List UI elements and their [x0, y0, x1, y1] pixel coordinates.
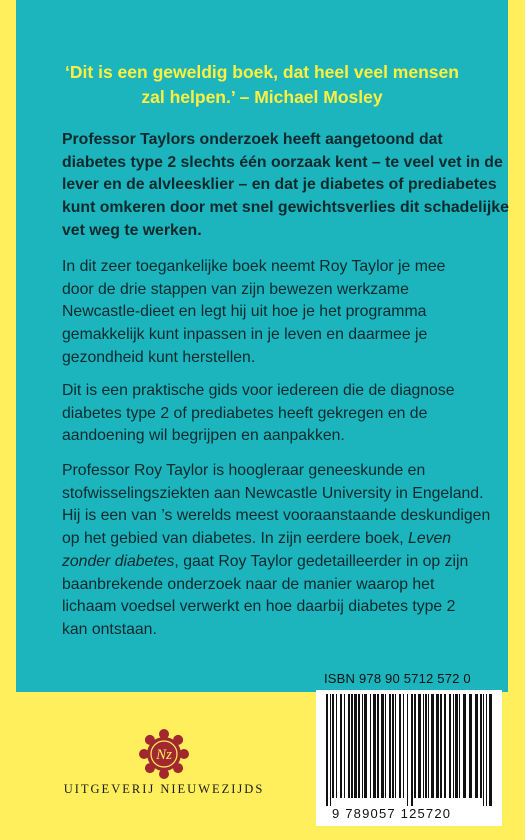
quote-line: ‘Dit is een geweldig boek, dat heel veel mensen: [65, 62, 459, 82]
text-line: lever en de alvleesklier – en dat je diabetes of prediabetes: [62, 176, 497, 194]
barcode: [322, 694, 496, 806]
endorsement-quote: [16, 60, 508, 110]
book-title-italic: Leven: [408, 530, 452, 548]
text-line: gemakkelijk kunt inpassen in je leven en daarmee je: [62, 326, 428, 344]
barcode-number: 9 789057 125720: [332, 806, 452, 821]
text-line: gezondheid kunt herstellen.: [62, 348, 256, 366]
text-line: baanbrekende onderzoek naar de manier waarop het: [62, 575, 435, 593]
intro-paragraph: [62, 129, 509, 243]
text-line: Newcastle-dieet en legt hij uit hoe je het programma: [62, 303, 427, 321]
text-fragment: , gaat Roy Taylor gedetailleerder in op zijn: [174, 552, 469, 570]
author-bio-paragraph: [62, 460, 491, 642]
text-line: stofwisselingsziekten aan Newcastle University in Engeland.: [62, 484, 484, 502]
text-line: Hij is een van ’s werelds meest vooraanstaande deskundigen: [62, 507, 491, 525]
text-line: door de drie stappen van zijn bewezen werkzame: [62, 280, 409, 298]
text-fragment: op het gebied van diabetes. In zijn eerdere boek,: [62, 530, 409, 548]
book-title-italic: zonder diabetes: [62, 552, 175, 570]
text-line: aandoening wil begrijpen en aanpakken.: [62, 427, 345, 445]
text-line: Professor Taylors onderzoek heeft aangetoond dat: [62, 131, 443, 148]
isbn-label: ISBN 978 90 5712 572 0: [324, 671, 471, 686]
text-line: [62, 551, 472, 574]
text-line: kan ontstaan.: [62, 620, 157, 638]
text-line: Dit is een praktische gids voor iedereen die de diagnose: [62, 382, 455, 399]
text-line: Professor Roy Taylor is hoogleraar geneeskunde en: [62, 462, 426, 479]
text-line: diabetes type 2 of prediabetes heeft gekregen en de: [62, 404, 428, 422]
quote-line: zal helpen.’ – Michael Mosley: [141, 87, 383, 107]
text-line: lichaam voedsel verwerkt en hoe daarbij diabetes type 2: [62, 598, 456, 616]
description-paragraph: [62, 256, 472, 370]
text-line: In dit zeer toegankelijke boek neemt Roy Taylor je mee: [62, 258, 446, 275]
text-line: diabetes type 2 slechts één oorzaak kent – te veel vet in de: [62, 153, 503, 171]
text-line: [62, 528, 472, 551]
text-line: kunt omkeren door met snel gewichtsverlies dit schadelijke: [62, 199, 509, 217]
text-line: vet weg te werken.: [62, 221, 202, 239]
svg-text:Nz: Nz: [156, 747, 172, 763]
audience-paragraph: [62, 380, 472, 448]
publisher-logo-icon: [138, 728, 190, 780]
publisher-name: UITGEVERIJ NIEUWEZIJDS: [63, 782, 265, 796]
